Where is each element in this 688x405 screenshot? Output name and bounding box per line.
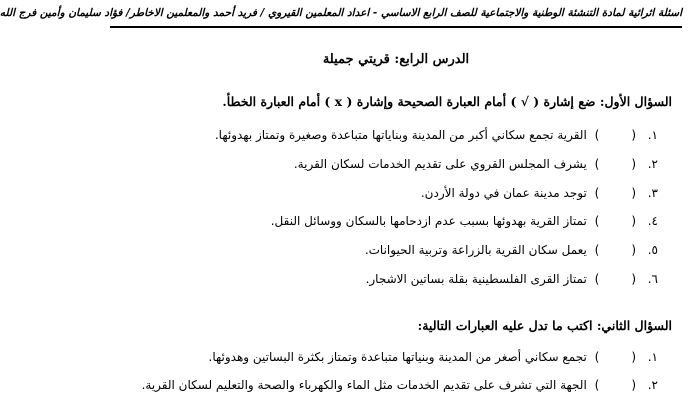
q1-item-3 [114,186,658,200]
q1-item-2 [114,157,658,171]
open-paren: ( [631,214,636,228]
question-1-title: السؤال الأول: ضع إشارة ( √ ) أمام العبارة الصحيحة وإشارة ( x ) أمام العبارة الخطأ. [222,94,672,109]
item-text: تجمع سكاني أصغر من المدينة وبنياتها متباعدة وتمتاز بكثرة البساتين وهدوئها. [208,350,587,364]
open-paren: ( [631,157,636,171]
item-text: الجهة التي تشرف على تقديم الخدمات مثل الماء والكهرباء والصحة والتعليم لسكان القرية. [141,378,587,392]
close-paren: ) [594,350,600,364]
open-paren: ( [631,186,636,200]
close-paren: ) [594,186,600,200]
close-paren: ) [594,128,600,142]
q1-item-1 [114,128,658,142]
item-text: تمتاز القرى الفلسطينية بقلة بساتين الاشجار. [365,272,587,286]
q2-item-2 [114,378,658,392]
item-number: ٥. [647,243,658,257]
lesson-title: الدرس الرابع: قريتي جميلة [322,52,470,67]
close-paren: ) [594,378,600,392]
open-paren: ( [631,350,636,364]
item-number: ٤. [647,214,658,228]
q1-item-6 [114,272,658,286]
item-number: ١. [647,350,658,364]
item-text: تمتاز القرية بهدوئها بسبب عدم ازدحامها بالسكان ووسائل النقل. [270,214,587,228]
item-text: يشرف المجلس القروي على تقديم الخدمات لسكان القرية. [293,157,587,171]
q1-item-4 [114,214,658,228]
item-number: ٦. [647,272,658,286]
q1-item-5 [114,243,658,257]
item-text: توجد مدينة عمان في دولة الأردن. [420,186,587,200]
open-paren: ( [631,128,636,142]
open-paren: ( [631,378,636,392]
item-number: ٣. [647,186,658,200]
question-2-title: السؤال الثاني: اكتب ما تدل عليه العبارات التالية: [417,318,672,333]
open-paren: ( [631,243,636,257]
close-paren: ) [594,214,600,228]
close-paren: ) [594,243,600,257]
item-number: ١. [647,128,658,142]
item-text: يعمل سكان القرية بالزراعة وتربية الحيوانات. [364,243,587,257]
close-paren: ) [594,272,600,286]
page-header: اسئلة اثرائية لمادة التنشئة الوطنية والاجتماعية للصف الرابع الاساسي - اعداد المعلمين القيروي / فريد أحمد والمعلمين الاخاطر/ فؤاد سليمان وأمين فرج الله [110,2,682,28]
item-number: ٢. [647,378,658,392]
q2-item-1 [114,350,658,364]
item-number: ٢. [647,157,658,171]
open-paren: ( [631,272,636,286]
close-paren: ) [594,157,600,171]
item-text: القرية تجمع سكاني أكبر من المدينة وبناياتها متباعدة وصغيرة وتمتاز بهدوئها. [214,128,587,142]
